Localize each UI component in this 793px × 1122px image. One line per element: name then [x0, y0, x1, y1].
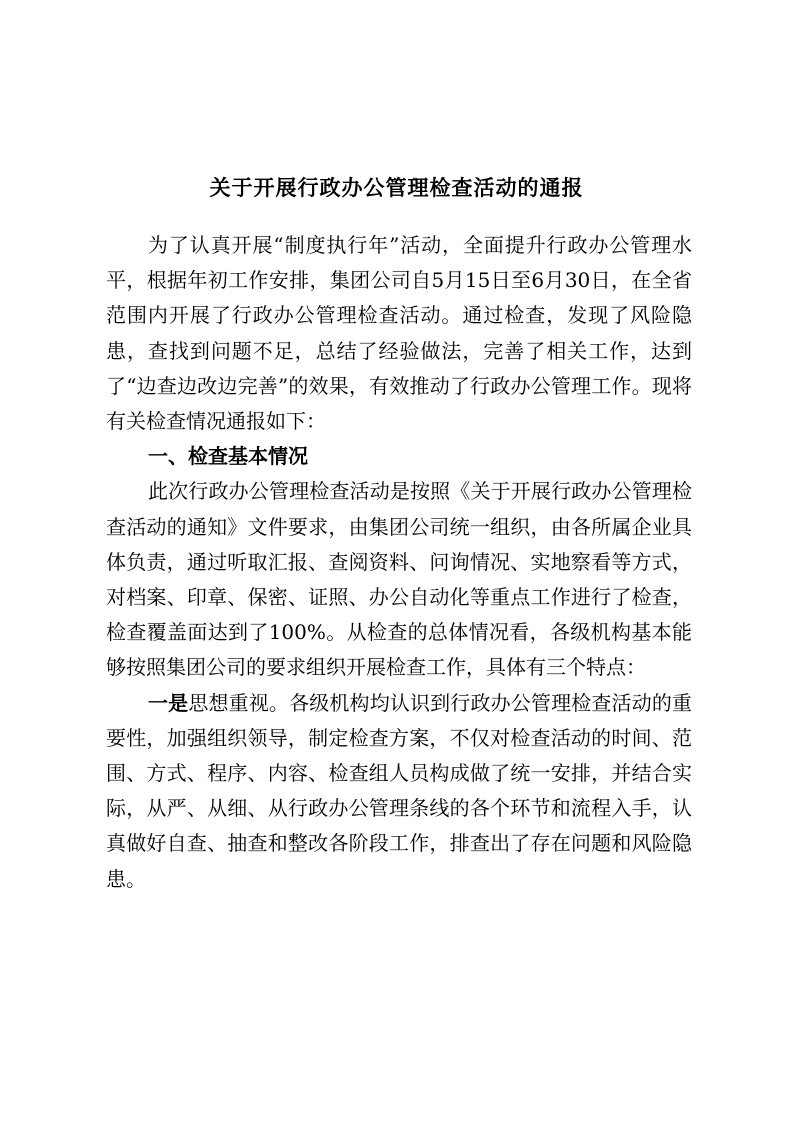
- point-text: 思想重视。各级机构均认识到行政办公管理检查活动的重要性，加强组织领导，制定检查方案，不仅对检查活动的时间、范围、方式、程序、内容、检查组人员构成做了统一安排，并结合实际，从严、从细、从行政办公管理条线的各个环节和流程入手，认真做好自查、抽查和整改各阶段工作，排查出了存在问题和风险隐患。: [106, 690, 693, 891]
- document-body: [106, 228, 692, 897]
- section-paragraph: 此次行政办公管理检查活动是按照《关于开展行政办公管理检查活动的通知》文件要求，由集团公司统一组织，由各所属企业具体负责，通过听取汇报、查阅资料、问询情况、实地察看等方式，对档案、印章、保密、证照、办公自动化等重点工作进行了检查，检查覆盖面达到了100%。从检查的总体情况看，各级机构基本能够按照集团公司的要求组织开展检查工作，具体有三个特点：: [106, 479, 692, 680]
- document-title: 关于开展行政办公管理检查活动的通报: [209, 175, 584, 200]
- point-lead: 一是: [148, 690, 189, 715]
- section-heading: 一、检查基本情况: [148, 444, 308, 469]
- intro-paragraph: 为了认真开展“制度执行年”活动，全面提升行政办公管理水平，根据年初工作安排，集团公司自5月15日至6月30日，在全省范围内开展了行政办公管理检查活动。通过检查，发现了风险隐患，查找到问题不足，总结了经验做法，完善了相关工作，达到了“边查边改边完善”的效果，有效推动了行政办公管理工作。现将有关检查情况通报如下：: [106, 233, 692, 434]
- point-paragraph: [106, 686, 692, 897]
